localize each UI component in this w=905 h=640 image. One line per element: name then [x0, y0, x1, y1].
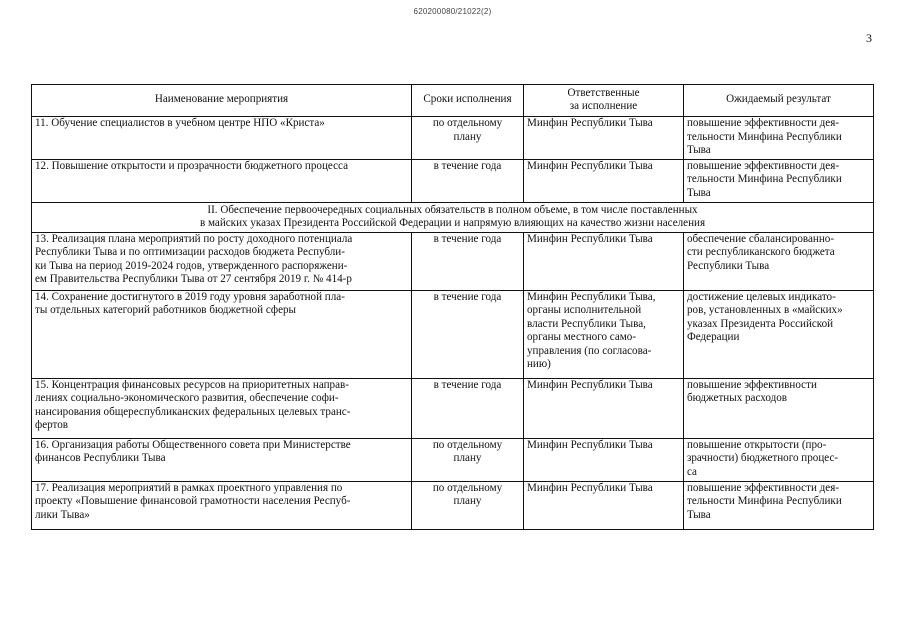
cell-result: повышение открытости (про- зрачности) бюджетного процес- са: [684, 438, 874, 481]
cell-term: в течение года: [412, 378, 524, 438]
cell-name: 17. Реализация мероприятий в рамках проектного управления по проекту «Повышение финансовой грамотности населения Респуб- лики Тыва»: [32, 481, 412, 529]
column-header-result: Ожидаемый результат: [684, 85, 874, 117]
cell-term: по отдельному плану: [412, 438, 524, 481]
table-row: [32, 378, 874, 438]
table-row: [32, 159, 874, 202]
cell-result: повышение эффективности дея- тельности Минфина Республики Тыва: [684, 481, 874, 529]
cell-term: по отдельному плану: [412, 117, 524, 160]
cell-term: в течение года: [412, 232, 524, 290]
table-header-row: [32, 85, 874, 117]
cell-responsible: Минфин Республики Тыва: [524, 232, 684, 290]
cell-name: 12. Повышение открытости и прозрачности бюджетного процесса: [32, 159, 412, 202]
cell-name: 14. Сохранение достигнутого в 2019 году уровня заработной пла- ты отдельных категорий работников бюджетной сферы: [32, 290, 412, 378]
cell-name: 16. Организация работы Общественного совета при Министерстве финансов Республики Тыва: [32, 438, 412, 481]
cell-responsible: Минфин Республики Тыва: [524, 438, 684, 481]
cell-result: обеспечение сбалансированно- сти республиканского бюджета Республики Тыва: [684, 232, 874, 290]
cell-responsible: Минфин Республики Тыва: [524, 159, 684, 202]
cell-name: 11. Обучение специалистов в учебном центре НПО «Криста»: [32, 117, 412, 160]
page-number: 3: [866, 31, 872, 45]
column-header-responsible: [524, 85, 684, 117]
table-row: [32, 438, 874, 481]
cell-name: 13. Реализация плана мероприятий по росту доходного потенциала Республики Тыва и по оптимизации расходов бюджета Республи- ки Тыва на период 2019-2024 годов, утвержденного распоряжени- ем Правительства Республики Тыва от 27 сентября 2019 г. № 414-р: [32, 232, 412, 290]
cell-term: в течение года: [412, 159, 524, 202]
cell-responsible: Минфин Республики Тыва: [524, 117, 684, 160]
table-row: [32, 481, 874, 529]
cell-result: достижение целевых индикато- ров, установленных в «майских» указах Президента Российской Федерации: [684, 290, 874, 378]
measures-table: [31, 84, 874, 530]
cell-result: повышение эффективности дея- тельности Минфина Республики Тыва: [684, 117, 874, 160]
cell-responsible: Минфин Республики Тыва: [524, 481, 684, 529]
cell-term: в течение года: [412, 290, 524, 378]
table-row: [32, 290, 874, 378]
cell-result: повышение эффективности бюджетных расходов: [684, 378, 874, 438]
table-row: [32, 117, 874, 160]
cell-responsible: Минфин Республики Тыва, органы исполнительной власти Республики Тыва, органы местного само- управления (по согласова- нию): [524, 290, 684, 378]
cell-term: по отдельному плану: [412, 481, 524, 529]
document-code: 620200080/21022(2): [413, 7, 492, 16]
section-title: II. Обеспечение первоочередных социальных обязательств в полном объеме, в том числе поставленных в майских указах Президента Российской Федерации и напрямую влияющих на качество жизни населения: [32, 202, 874, 232]
section-row: [32, 202, 874, 232]
column-header-term: Сроки исполнения: [412, 85, 524, 117]
cell-result: повышение эффективности дея- тельности Минфина Республики Тыва: [684, 159, 874, 202]
cell-responsible: Минфин Республики Тыва: [524, 378, 684, 438]
column-header-name: Наименование мероприятия: [32, 85, 412, 117]
table-row: [32, 232, 874, 290]
column-header-responsible-text: Ответственные за исполнение: [567, 87, 640, 112]
cell-name: 15. Концентрация финансовых ресурсов на приоритетных направ- лениях социально-экономического развития, обеспечение софи- нансирования общереспубликанских федеральных целевых транс- фертов: [32, 378, 412, 438]
